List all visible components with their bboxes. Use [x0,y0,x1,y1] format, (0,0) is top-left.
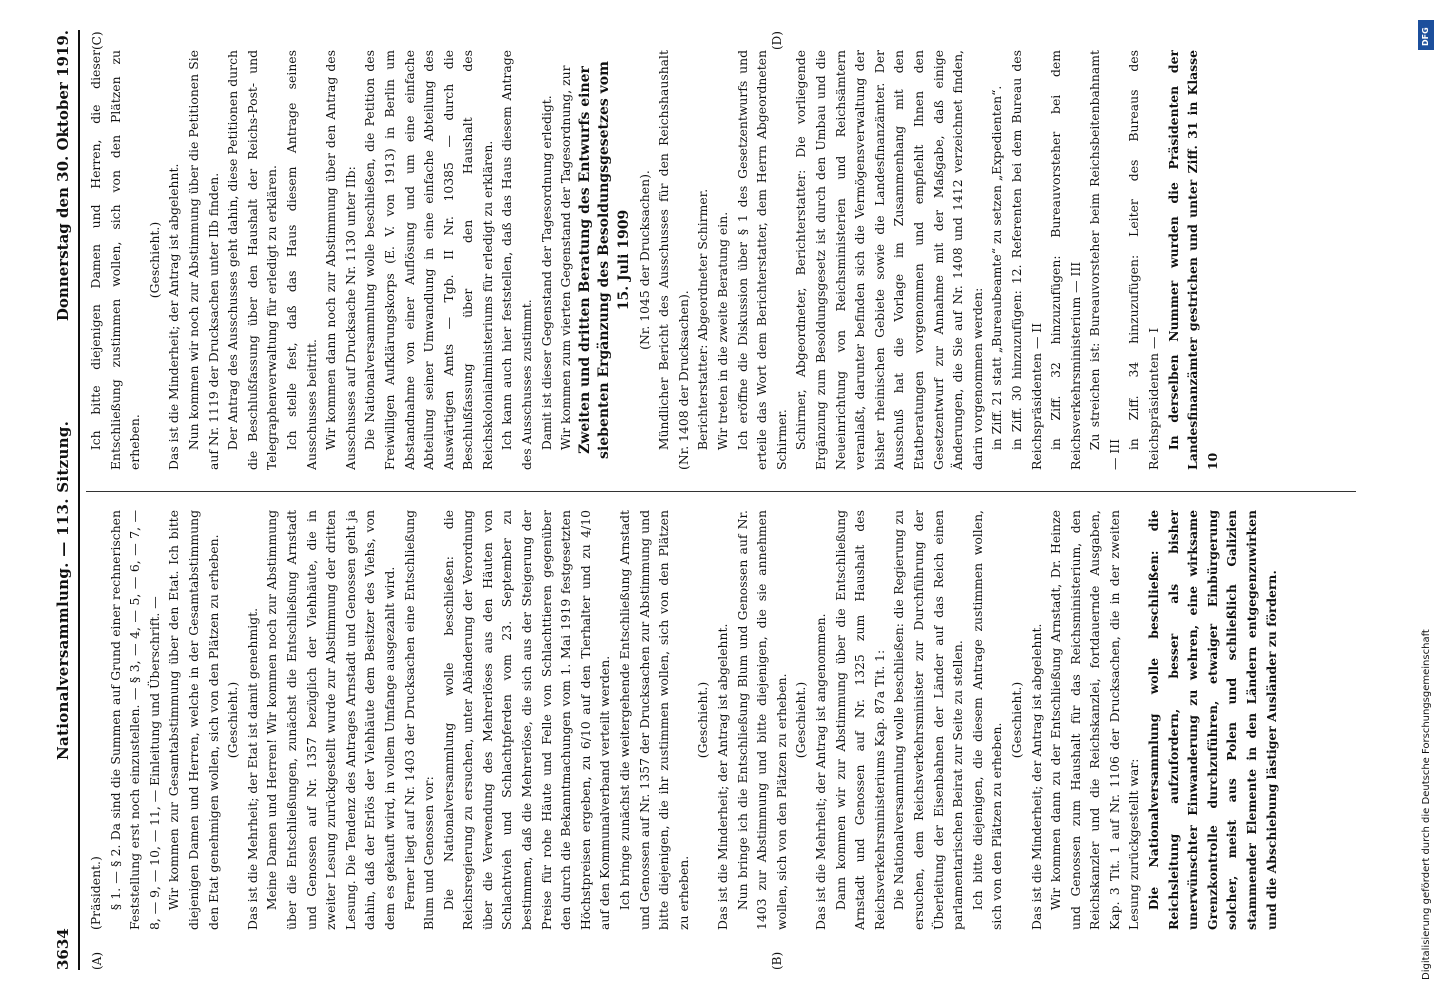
agenda-heading: Zweiten und dritten Beratung des Entwurfs einer siebenten Ergänzung des Besoldungsgesetzes vom 15. Juli 1909 [576,61,633,459]
digitization-sidebar [1418,20,1434,980]
session-date: Donnerstag den 30. Oktober 1919. [54,30,72,322]
amendment-item: in Ziff. 21 statt „Bureaubeamte“ zu setzen „Expedienten“. [989,85,1005,451]
paragraph: Dann kommen wir zur Abstimmung über die Entschließung Arnstadt und Genossen auf Nr. 1325 zum Haushalt des Reichsverkehrsministeriums Kap. 87a Tit. 1: [832,510,887,930]
header-rule [78,30,80,970]
rotated-page-content [50,30,1370,970]
paragraph: Das ist die Mehrheit; der Etat ist damit genehmigt. [244,607,260,930]
paragraph: Wir kommen zum vierten Gegenstand der Tagesordnung, zur [558,65,574,451]
paragraph: Ich bringe zunächst die weitergehende Entschließung Arnstadt und Genossen auf Nr. 1357 der Drucksachen zur Abstimmung und bitte diejenigen, die ihr zustimmen wollen, sich von den Plätzen zu erheben. [617,510,691,930]
margin-mark-b: (B) [770,951,784,970]
right-column [86,50,1356,470]
paragraph: (Nr. 1045 der Drucksachen). [636,170,652,350]
left-column [86,510,1356,930]
margin-mark-c: (C) [90,31,104,50]
amendment-item: in Ziff. 32 hinzuzufügen: Bureauvorsteher bei dem Reichsverkehrsministerium — III [1048,50,1083,470]
speech-paragraph: Schirmer, Abgeordneter, Berichterstatter: Die vorliegende Ergänzung zum Besoldungsgesetz ist durch den Umbau und die Neueinrichtung von Reichsministerien und Reichsämtern veranlaßt, darunter befinden sich die Vermögensverwaltung der bisher rheinischen Gebiete sowie die Landesfinanzämter. Der Ausschuß hat die Vorlage im Zusammenhang mit den Etatberatungen vorgenommen und empfiehlt Ihnen den Gesetzentwurf zur Annahme mit der Maßgabe, daß einige Änderungen, die Sie auf Nr. 1408 und 1412 verzeichnet finden, darin vorgenommen werden: [793,50,985,470]
paragraph: In derselben Nummer wurden die Präsidenten der Landesfinanzämter gestrichen und unter Ziff. 31 in Klasse 10 [1165,50,1220,470]
stage-note: (Geschieht.) [695,681,711,759]
motion-text: Die Nationalversammlung wolle beschließen: die Regierung zu ersuchen, dem Reichsverkehrsminister zur Durchführung der Überleitung der Eisenbahnen der Länder auf das Reich einen parlamentarischen Beirat zur Seite zu stellen. [891,510,966,930]
stage-note: (Geschieht.) [793,681,809,759]
stage-note: (Geschieht.) [146,221,162,299]
paragraph: Mündlicher Bericht des Ausschusses für den Reichshaushalt (Nr. 1408 der Drucksachen). [656,50,691,470]
column-divider [86,491,1356,492]
page-header [50,30,76,970]
paragraph: Berichterstatter: Abgeordneter Schirmer. [695,188,711,451]
paragraph: Wir kommen dann noch zur Abstimmung über den Antrag des Ausschusses auf Drucksache Nr. 1130 unter IIb: [323,50,358,470]
paragraph: Der Antrag des Ausschusses geht dahin, diese Petitionen durch die Beschlußfassung über den Haushalt der Reichs-Post- und Telegraphenverwaltung für erledigt zu erklären. [225,50,280,470]
stage-note: (Geschieht.) [1008,681,1024,759]
paragraph: § 1. — § 2. Da sind die Summen auf Grund einer rechnerischen Feststellung erst noch einzustellen. — § 3, — 4, — 5, — 6, — 7, — 8, — 9, — 10, — 11, — Einleitung und Überschrift. — [107,510,162,930]
paragraph: Nun bringe ich die Entschließung Blum und Genossen auf Nr. 1403 zur Abstimmung und bitte diejenigen, die sie annehmen wollen, sich von den Plätzen zu erheben. [734,510,789,930]
amendment-item: Zu streichen ist: Bureauvorsteher beim Reichsbeitenbahnamt — III [1087,50,1122,470]
paragraph: Ich bitte diejenigen Damen und Herren, die dieser Entschließung zustimmen wollen, sich von den Plätzen zu erheben. [88,50,143,470]
amendment-item: in Ziff. 34 hinzuzufügen: Leiter des Bureaus des Reichspräsidenten — I [1126,50,1162,470]
paragraph: Ich stelle fest, daß das Haus diesem Antrage seines Ausschusses beitritt. [283,50,319,470]
amendment-item: in Ziff. 30 hinzuzufügen: 12. Referenten bei dem Bureau des Reichspräsidenten — II [1008,50,1044,470]
paragraph: Wir kommen dann zu der Entschließung Arnstadt, Dr. Heinze und Genossen zum Haushalt für das Reichsministerium, den Reichskanzler und die Reichskanzlei, fortdauernde Ausgaben, Kap. 3 Tit. 1 auf Nr. 1106 der Drucksachen, die in der zweiten Lesung zurückgestellt war: [1048,510,1142,930]
paragraph: Nun kommen wir noch zur Abstimmung über die Petitionen Sie auf Nr. 1119 der Drucksachen unter IIb finden. [185,50,221,470]
paragraph: Ich bitte diejenigen, die diesem Antrage zustimmen wollen, sich von den Plätzen zu erheben. [969,510,1005,930]
paragraph: Ich kann auch hier feststellen, daß das Haus diesem Antrage des Ausschusses zustimmt. [499,50,535,470]
dfg-logo: DFG [1418,20,1434,50]
digitization-credit: Digitalisierung gefördert durch die Deutsche Forschungsgemeinschaft [1421,629,1432,980]
paragraph: Das ist die Minderheit; der Antrag ist abgelehnt. [166,163,182,470]
paragraph: Damit ist dieser Gegenstand der Tagesordnung erledigt. [538,95,554,451]
paragraph: Meine Damen und Herren! Wir kommen noch zur Abstimmung über die Entschließungen, zunächst die Entschließung Arnstadt und Genossen auf Nr. 1357 bezüglich der Viehhäute, die in zweiter Lesung zurückgestellt wurde zur Abstimmung der dritten Lesung. Die Tendenz des Antrages Arnstadt und Genossen geht ja dahin, daß der Erlös der Viehhäute dem Besitzer des Viehs, von dem es gekauft wird, in vollem Umfange ausgezahlt wird. [264,510,397,930]
paragraph: Das ist die Mehrheit; der Antrag ist angenommen. [812,613,828,930]
session-title: Nationalversammlung. — 113. Sitzung. [54,420,72,760]
paragraph: Das ist die Minderheit; der Antrag ist abgelehnt. [1028,623,1044,930]
paragraph: Wir kommen zur Gesamtabstimmung über den Etat. Ich bitte diejenigen Damen und Herren, welche in der Gesamtabstimmung den Etat genehmigen wollen, sich von den Plätzen zu erheben. [166,510,221,930]
motion-text: Die Nationalversammlung wolle beschließen: die Reichsleitung aufzufordern, besser als bisher unerwünschter Einwanderung zu wehren, eine wirksame Grenzkontrolle durchzuführen, etwaiger Einbürgerung solcher, meist aus Polen und schließlich Galizien stammender Elemente in den Ländern entgegenzuwirken und die Abschiebung lästiger Ausländer zu fördern. [1146,510,1279,930]
stage-note: (Geschieht.) [225,681,241,759]
page-number: 3634 [54,928,72,970]
margin-mark-d: (D) [770,31,784,50]
motion-text: Die Nationalversammlung wolle beschließen, die Petition des Freiwilligen Aufklärungskorps (E. V. von 1913) in Berlin um Abstandnahme von einer Auflösung und um eine einfache Abteilung seiner Umwandlung in eine einfache Abteilung des Auswärtigen Amts — Tgb. II Nr. 10385 — durch die Beschlußfassung über den Haushalt des Reichskolonialministeriums für erledigt zu erklären. [362,50,495,470]
speaker-label: (Präsident.) [88,856,103,930]
motion-text: Die Nationalversammlung wolle beschließen: die Reichsregierung zu ersuchen, unter Abänderung der Verordnung über die Verwendung des Mehrerlöses aus den Häuten von Schlachtvieh und Schlachtpferden vom 23. September zu bestimmen, daß die Mehrerlöse, die sich aus der Steigerung der Preise für rohe Häute und Felle von Schlachttieren gegenüber den durch die Bekanntmachungen vom 1. Mai 1919 festgesetzten Höchstpreisen ergeben, zu 6/10 auf den Tierhalter und zu 4/10 auf den Kommunalverband verteilt werden. [440,510,613,930]
margin-mark-a: (A) [90,951,104,970]
paragraph: Wir treten in die zweite Beratung ein. [715,211,730,451]
paragraph: Das ist die Minderheit; der Antrag ist abgelehnt. [715,623,730,930]
paragraph: Ich eröffne die Diskussion über § 1 des Gesetzentwurfs und erteile das Wort dem Berichterstatter, dem Herrn Abgeordneten Schirmer. [734,50,789,470]
paragraph: Ferner liegt auf Nr. 1403 der Drucksachen eine Entschließung Blum und Genossen vor: [401,510,437,930]
